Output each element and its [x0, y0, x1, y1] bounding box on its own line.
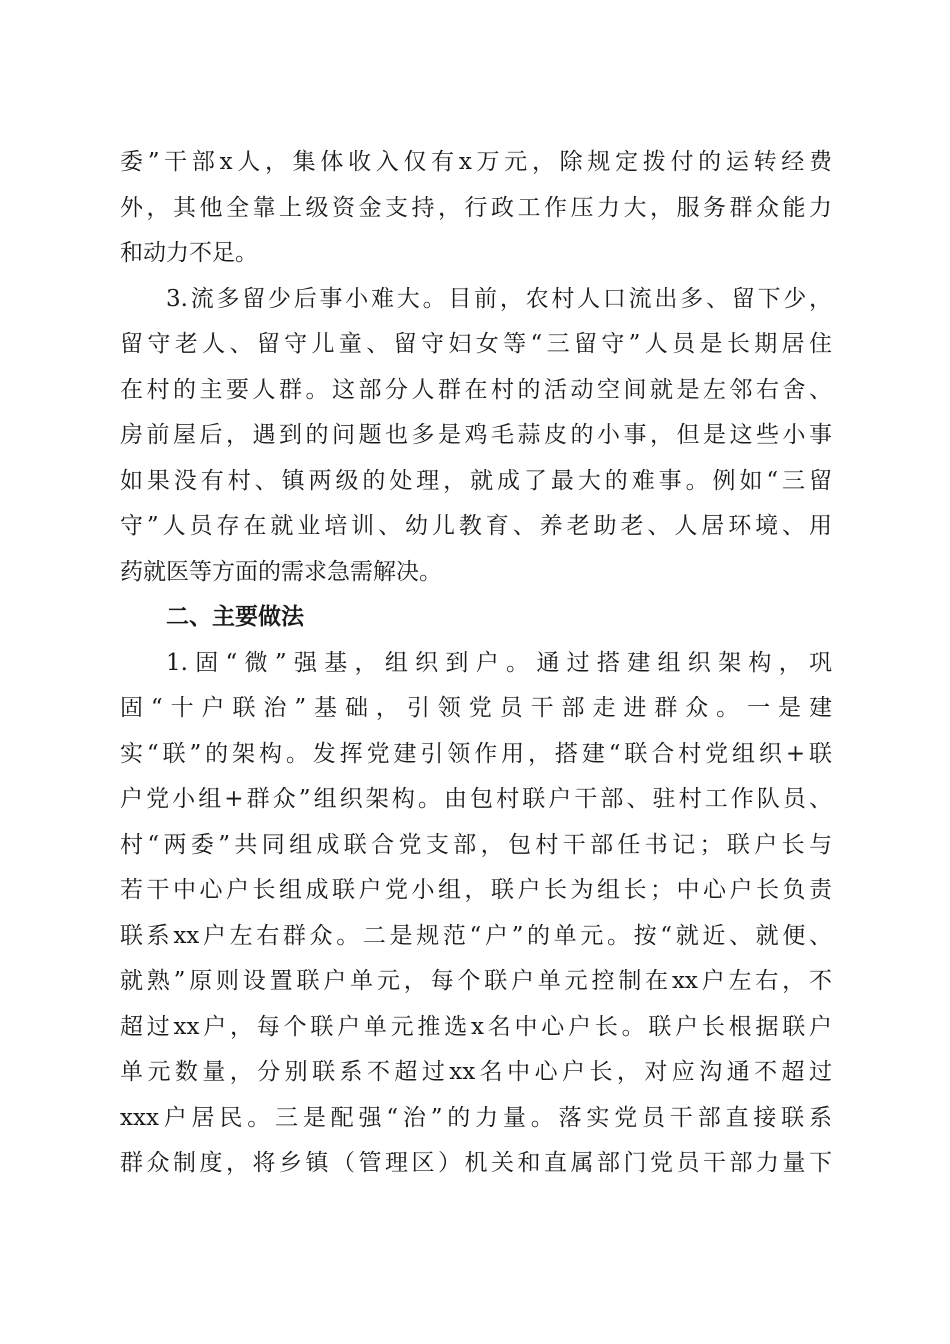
- text-line: 药就医等方面的需求急需解决。: [120, 558, 442, 585]
- text-line: 户党小组+群众”组织架构。由包村联户干部、驻村工作队员、: [120, 786, 832, 812]
- text-line: 若干中心户长组成联户党小组，联户长为组长；中心户长负责: [120, 877, 832, 903]
- text-line: 村“两委”共同组成联合党支部，包村干部任书记；联户长与: [120, 831, 832, 858]
- text-line: 固“十户联治”基础，引领党员干部走进群众。一是建: [120, 695, 832, 721]
- text-line: xxx户居民。三是配强“治”的力量。落实党员干部直接联系: [120, 1104, 832, 1131]
- text-line: 联系xx户左右群众。二是规范“户”的单元。按“就近、就便、: [120, 922, 832, 949]
- section-heading: 二、主要做法: [166, 604, 304, 630]
- text-line: 单元数量，分别联系不超过xx名中心户长，对应沟通不超过: [120, 1059, 832, 1085]
- text-line: 守”人员存在就业培训、幼儿教育、养老助老、人居环境、用: [120, 513, 832, 539]
- document-body: [120, 140, 832, 1187]
- text-line: 房前屋后，遇到的问题也多是鸡毛蒜皮的小事，但是这些小事: [120, 422, 832, 448]
- text-line: 如果没有村、镇两级的处理，就成了最大的难事。例如“三留: [120, 467, 832, 494]
- text-line: 群众制度，将乡镇（管理区）机关和直属部门党员干部力量下: [120, 1150, 832, 1176]
- text-line: 和动力不足。: [120, 240, 258, 266]
- text-line: 超过xx户，每个联户单元推选x名中心户长。联户长根据联户: [120, 1013, 832, 1040]
- text-line: 委”干部x人，集体收入仅有x万元，除规定拨付的运转经费: [120, 149, 832, 175]
- text-line: 外，其他全靠上级资金支持，行政工作压力大，服务群众能力: [120, 194, 832, 221]
- text-line: 在村的主要人群。这部分人群在村的活动空间就是左邻右舍、: [120, 376, 832, 403]
- text-line: 1.固“微”强基，组织到户。通过搭建组织架构，巩: [166, 649, 832, 676]
- text-line: 实“联”的架构。发挥党建引领作用，搭建“联合村党组织+联: [120, 740, 832, 767]
- text-line: 留守老人、留守儿童、留守妇女等“三留守”人员是长期居住: [120, 331, 832, 357]
- text-line: 就熟”原则设置联户单元，每个联户单元控制在xx户左右，不: [120, 968, 832, 994]
- text-line: 3.流多留少后事小难大。目前，农村人口流出多、留下少，: [166, 285, 832, 312]
